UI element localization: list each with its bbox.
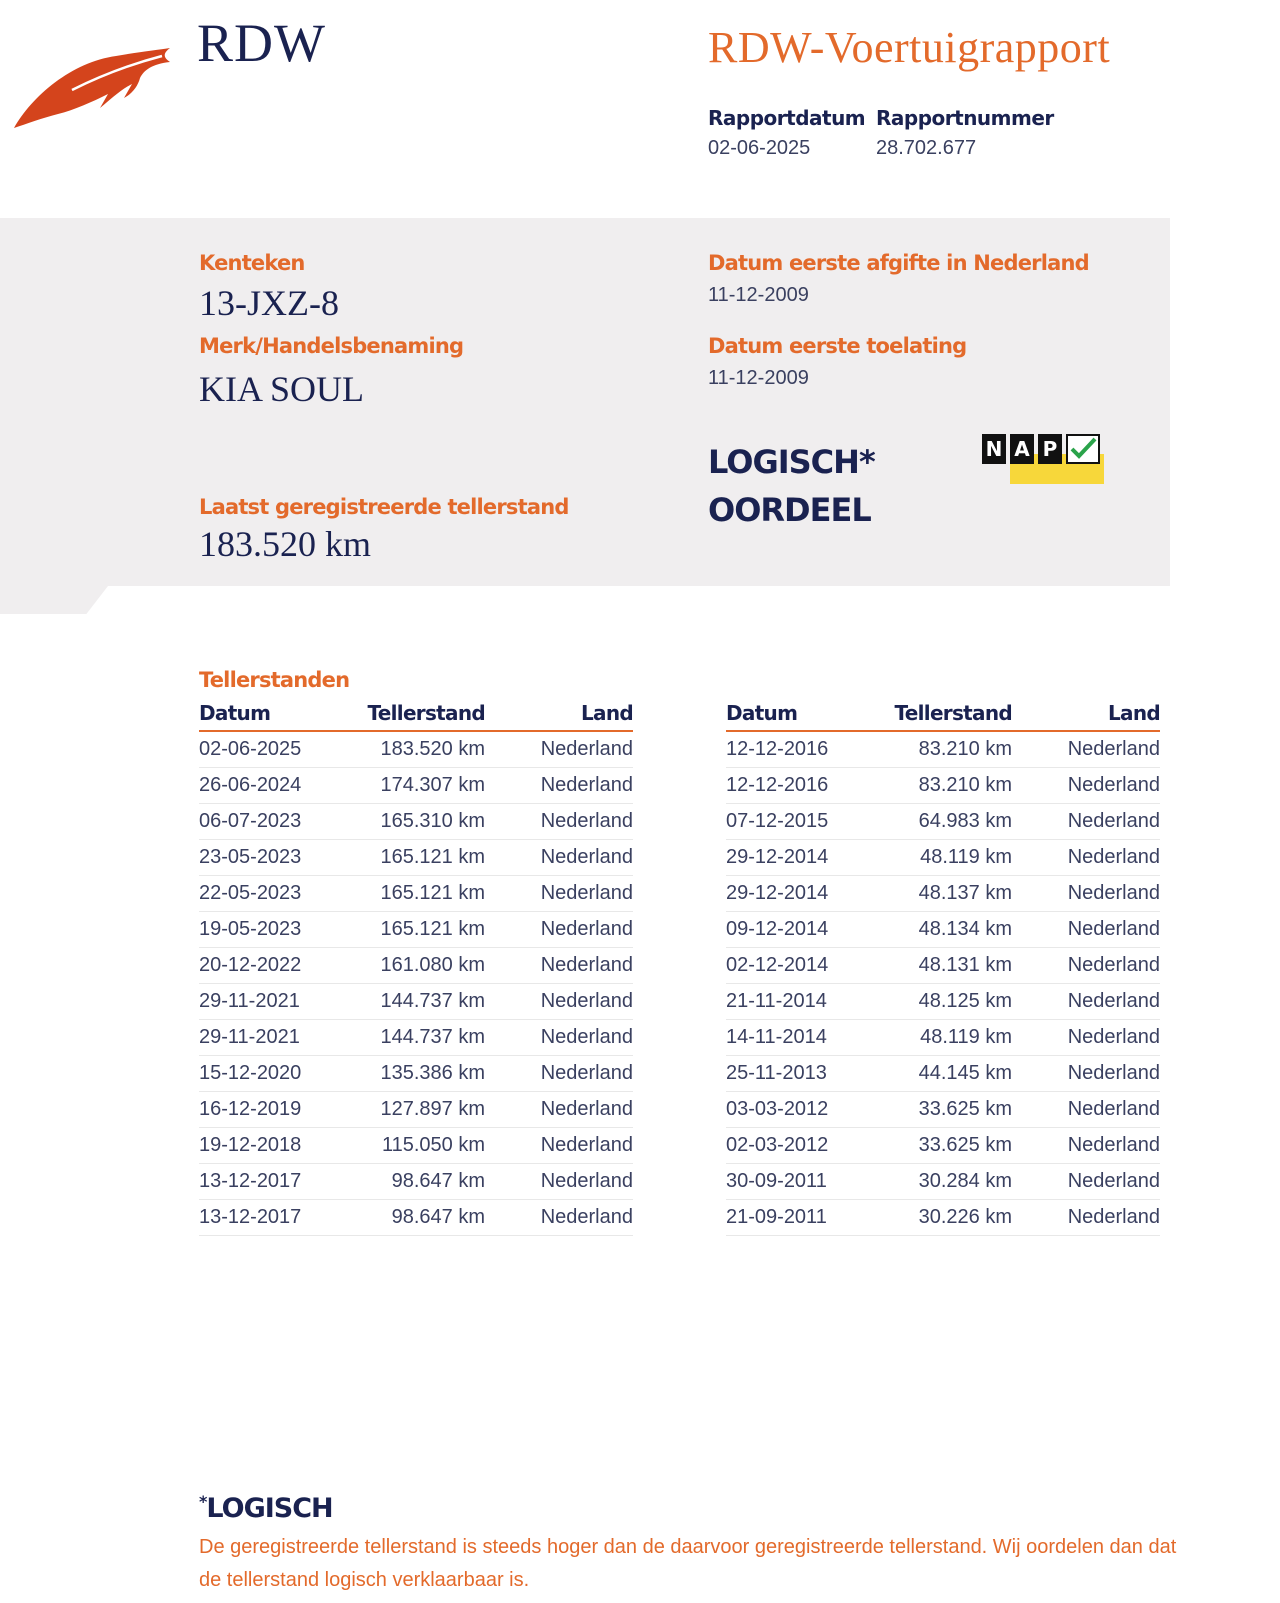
table-row <box>199 840 633 876</box>
nap-letter-p: P <box>1038 434 1062 464</box>
table-row <box>199 1164 633 1200</box>
tellerstand-value: 183.520 km <box>199 524 372 564</box>
cell-datum: 21-11-2014 <box>726 984 886 1020</box>
table-row <box>199 1092 633 1128</box>
cell-tellerstand: 161.080 km <box>359 948 485 984</box>
cell-tellerstand: 174.307 km <box>359 768 485 804</box>
table-row <box>726 876 1160 912</box>
table-header-row <box>199 698 633 731</box>
cell-datum: 09-12-2014 <box>726 912 886 948</box>
cell-datum: 03-03-2012 <box>726 1092 886 1128</box>
cell-datum: 02-12-2014 <box>726 948 886 984</box>
header-tellerstand: Tellerstand <box>886 698 1012 731</box>
odometer-table-left <box>199 698 633 1236</box>
cell-land: Nederland <box>1012 1128 1160 1164</box>
cell-land: Nederland <box>485 948 633 984</box>
merk-value: KIA SOUL <box>199 369 365 409</box>
cell-tellerstand: 83.210 km <box>886 731 1012 768</box>
cell-datum: 13-12-2017 <box>199 1200 359 1236</box>
nap-letter-n: N <box>982 434 1006 464</box>
table-header-row <box>726 698 1160 731</box>
cell-datum: 25-11-2013 <box>726 1056 886 1092</box>
cell-land: Nederland <box>485 840 633 876</box>
cell-tellerstand: 30.226 km <box>886 1200 1012 1236</box>
cell-tellerstand: 165.121 km <box>359 876 485 912</box>
table-row <box>726 840 1160 876</box>
header-datum: Datum <box>199 698 359 731</box>
cell-land: Nederland <box>485 876 633 912</box>
odometer-right-rows <box>726 731 1160 1236</box>
cell-datum: 19-12-2018 <box>199 1128 359 1164</box>
cell-land: Nederland <box>1012 1200 1160 1236</box>
afgifte-value: 11-12-2009 <box>708 284 809 306</box>
table-row <box>199 804 633 840</box>
cell-tellerstand: 64.983 km <box>886 804 1012 840</box>
cell-datum: 12-12-2016 <box>726 768 886 804</box>
cell-land: Nederland <box>1012 984 1160 1020</box>
nap-logo <box>982 434 1104 486</box>
cell-datum: 29-12-2014 <box>726 876 886 912</box>
cell-datum: 12-12-2016 <box>726 731 886 768</box>
cell-datum: 16-12-2019 <box>199 1092 359 1128</box>
table-row <box>726 948 1160 984</box>
table-row <box>199 984 633 1020</box>
checkmark-icon <box>1068 436 1098 462</box>
toelating-label: Datum eerste toelating <box>708 334 967 358</box>
header-land: Land <box>485 698 633 731</box>
rdw-feather-logo-icon <box>12 44 172 130</box>
cell-datum: 29-12-2014 <box>726 840 886 876</box>
table-row <box>726 912 1160 948</box>
nap-check-box <box>1066 434 1100 464</box>
cell-tellerstand: 183.520 km <box>359 731 485 768</box>
table-row <box>726 1020 1160 1056</box>
brand-name: RDW <box>197 13 326 73</box>
cell-land: Nederland <box>485 912 633 948</box>
table-row <box>199 1020 633 1056</box>
footnote-title-text: LOGISCH <box>206 1493 333 1524</box>
header-land: Land <box>1012 698 1160 731</box>
cell-datum: 30-09-2011 <box>726 1164 886 1200</box>
table-row <box>199 1056 633 1092</box>
cell-land: Nederland <box>1012 768 1160 804</box>
cell-tellerstand: 98.647 km <box>359 1164 485 1200</box>
cell-datum: 06-07-2023 <box>199 804 359 840</box>
nap-letter-a: A <box>1010 434 1034 464</box>
cell-tellerstand: 165.121 km <box>359 912 485 948</box>
cell-tellerstand: 33.625 km <box>886 1128 1012 1164</box>
cell-tellerstand: 115.050 km <box>359 1128 485 1164</box>
table-row <box>726 804 1160 840</box>
cell-land: Nederland <box>485 984 633 1020</box>
table-row <box>726 731 1160 768</box>
cell-datum: 29-11-2021 <box>199 1020 359 1056</box>
cell-tellerstand: 48.137 km <box>886 876 1012 912</box>
cell-land: Nederland <box>485 804 633 840</box>
cell-land: Nederland <box>485 1056 633 1092</box>
cell-tellerstand: 48.119 km <box>886 1020 1012 1056</box>
cell-tellerstand: 98.647 km <box>359 1200 485 1236</box>
cell-tellerstand: 30.284 km <box>886 1164 1012 1200</box>
cell-tellerstand: 127.897 km <box>359 1092 485 1128</box>
footnote-title <box>199 1492 333 1524</box>
cell-land: Nederland <box>1012 1056 1160 1092</box>
cell-datum: 20-12-2022 <box>199 948 359 984</box>
cell-tellerstand: 165.310 km <box>359 804 485 840</box>
cell-tellerstand: 83.210 km <box>886 768 1012 804</box>
report-title: RDW-Voertuigrapport <box>708 23 1111 72</box>
table-row <box>199 731 633 768</box>
rapportdatum-label: Rapportdatum <box>708 106 866 130</box>
odometer-table-right <box>726 698 1160 1236</box>
cell-datum: 23-05-2023 <box>199 840 359 876</box>
header-datum: Datum <box>726 698 886 731</box>
cell-land: Nederland <box>485 1020 633 1056</box>
cell-land: Nederland <box>1012 1164 1160 1200</box>
cell-datum: 02-06-2025 <box>199 731 359 768</box>
cell-land: Nederland <box>1012 948 1160 984</box>
afgifte-label: Datum eerste afgifte in Nederland <box>708 251 1089 275</box>
footnote-marker: * <box>199 1492 207 1511</box>
table-row <box>726 1164 1160 1200</box>
cell-land: Nederland <box>1012 876 1160 912</box>
cell-datum: 14-11-2014 <box>726 1020 886 1056</box>
cell-land: Nederland <box>485 1200 633 1236</box>
cell-datum: 26-06-2024 <box>199 768 359 804</box>
rapportnummer-label: Rapportnummer <box>876 106 1054 130</box>
table-row <box>199 876 633 912</box>
cell-land: Nederland <box>485 1164 633 1200</box>
header-tellerstand: Tellerstand <box>359 698 485 731</box>
cell-tellerstand: 144.737 km <box>359 1020 485 1056</box>
footnote-text: De geregistreerde tellerstand is steeds hoger dan de daarvoor geregistreerde tellerstand. Wij oordelen dan dat de tellerstand logisch verklaarbaar is. <box>199 1536 1177 1591</box>
cell-land: Nederland <box>1012 912 1160 948</box>
cell-datum: 21-09-2011 <box>726 1200 886 1236</box>
cell-land: Nederland <box>1012 840 1160 876</box>
kenteken-value: 13-JXZ-8 <box>199 283 339 323</box>
table-row <box>726 1200 1160 1236</box>
cell-land: Nederland <box>485 768 633 804</box>
cell-datum: 29-11-2021 <box>199 984 359 1020</box>
table-row <box>726 1056 1160 1092</box>
table-row <box>199 1200 633 1236</box>
rapportdatum-value: 02-06-2025 <box>708 137 811 159</box>
odometer-left-rows <box>199 731 633 1236</box>
cell-land: Nederland <box>485 1092 633 1128</box>
table-row <box>726 1092 1160 1128</box>
cell-tellerstand: 135.386 km <box>359 1056 485 1092</box>
table-row <box>199 1128 633 1164</box>
cell-tellerstand: 33.625 km <box>886 1092 1012 1128</box>
cell-datum: 02-03-2012 <box>726 1128 886 1164</box>
table-row <box>199 912 633 948</box>
cell-tellerstand: 44.145 km <box>886 1056 1012 1092</box>
cell-land: Nederland <box>1012 1020 1160 1056</box>
table-row <box>726 1128 1160 1164</box>
cell-tellerstand: 48.131 km <box>886 948 1012 984</box>
cell-tellerstand: 48.134 km <box>886 912 1012 948</box>
cell-land: Nederland <box>1012 731 1160 768</box>
cell-land: Nederland <box>485 731 633 768</box>
cell-datum: 22-05-2023 <box>199 876 359 912</box>
cell-datum: 07-12-2015 <box>726 804 886 840</box>
cell-datum: 13-12-2017 <box>199 1164 359 1200</box>
cell-tellerstand: 165.121 km <box>359 840 485 876</box>
cell-land: Nederland <box>1012 1092 1160 1128</box>
cell-datum: 15-12-2020 <box>199 1056 359 1092</box>
merk-label: Merk/Handelsbenaming <box>199 334 464 358</box>
cell-tellerstand: 48.125 km <box>886 984 1012 1020</box>
verdict-line-2: OORDEEL <box>708 491 871 529</box>
rapportnummer-value: 28.702.677 <box>876 137 977 159</box>
toelating-value: 11-12-2009 <box>708 367 809 389</box>
table-row <box>199 948 633 984</box>
table-row <box>726 768 1160 804</box>
cell-land: Nederland <box>1012 804 1160 840</box>
kenteken-label: Kenteken <box>199 251 305 275</box>
tellerstand-label: Laatst geregistreerde tellerstand <box>199 495 569 519</box>
panel-tab-decoration <box>0 586 108 614</box>
verdict-line-1: LOGISCH* <box>708 443 875 481</box>
table-row <box>199 768 633 804</box>
tellerstanden-title: Tellerstanden <box>199 668 350 692</box>
cell-datum: 19-05-2023 <box>199 912 359 948</box>
cell-land: Nederland <box>485 1128 633 1164</box>
table-row <box>726 984 1160 1020</box>
cell-tellerstand: 144.737 km <box>359 984 485 1020</box>
verdict <box>708 438 875 534</box>
cell-tellerstand: 48.119 km <box>886 840 1012 876</box>
